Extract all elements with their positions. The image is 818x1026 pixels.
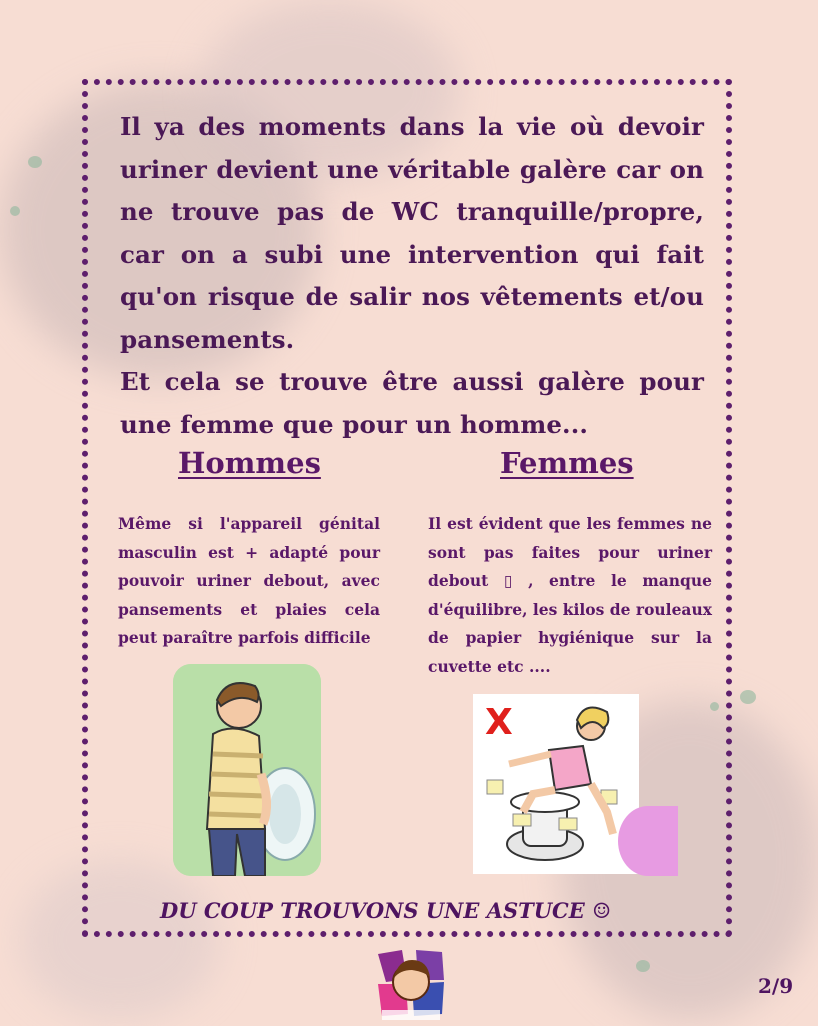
puzzle-logo-icon xyxy=(372,944,450,1022)
hommes-title: Hommes xyxy=(178,446,321,480)
intro-paragraph-2: Et cela se trouve être aussi galère pour une femme que pour un homme... xyxy=(120,367,704,439)
femmes-text-after: , entre le manque d'équilibre, les kilos de rouleaux de papier hygiénique sur la cuvette etc .... xyxy=(428,571,712,676)
hommes-text: Même si l'appareil génital masculin est + adapté pour pouvoir uriner debout, avec pansements et plaies cela peut paraître parfois difficile xyxy=(118,514,380,647)
intro-text xyxy=(120,106,704,446)
femmes-title: Femmes xyxy=(500,446,634,480)
background-dot xyxy=(28,156,42,168)
femmes-text xyxy=(428,510,712,681)
missing-glyph-icon: ▯ xyxy=(503,571,513,590)
puzzle-logo xyxy=(372,944,450,1022)
smiley-icon: ☺ xyxy=(592,898,611,923)
cross-icon: X xyxy=(485,702,513,743)
woman-illustration-icon xyxy=(473,694,639,874)
background-dot xyxy=(740,690,756,704)
intro-paragraph-1: Il ya des moments dans la vie où devoir uriner devient une véritable galère car on ne trouve pas de WC tranquille/propre, car on a subi une intervention qui fait qu'on risque de salir nos vêtements et/ou pansements. xyxy=(120,112,704,354)
man-urinating-illustration xyxy=(173,664,321,876)
femmes-text-before: Il est évident que les femmes ne sont pas faites pour uriner debout xyxy=(428,514,712,590)
woman-toilet-illustration xyxy=(473,694,639,874)
background-dot xyxy=(10,206,20,216)
background-dot xyxy=(636,960,650,972)
conclusion-text xyxy=(160,898,680,923)
page-number: 2/9 xyxy=(758,974,794,998)
conclusion-label: DU COUP TROUVONS UNE ASTUCE xyxy=(160,898,585,923)
man-illustration-icon xyxy=(173,664,321,876)
pink-shape xyxy=(618,806,678,876)
